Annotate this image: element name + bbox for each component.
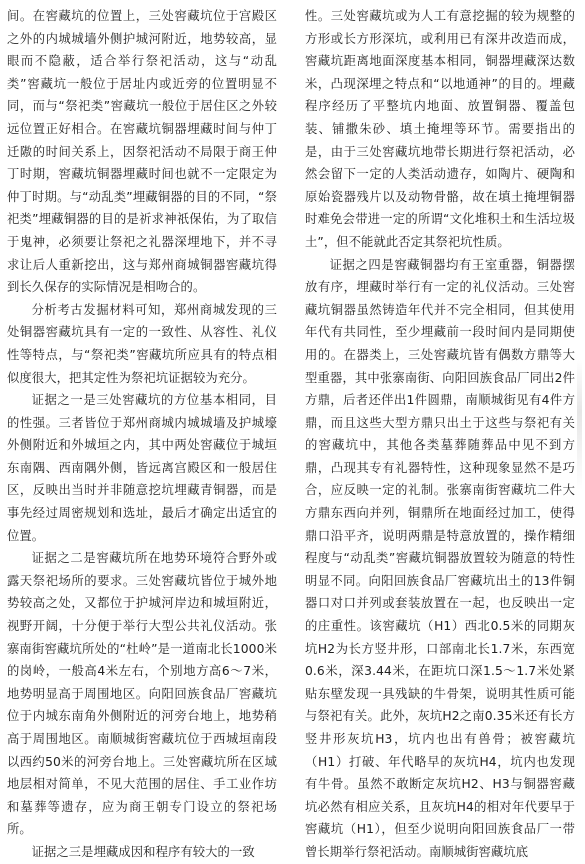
paragraph: 间。在窖藏坑的位置上，三处窖藏坑位于宫殿区之外的内城城墙外侧护城河附近，地势较高，显眼而不隐蔽，适合举行祭祀活动，这与“动乱类”窖藏坑一般位于居址内或近旁的位置明显不同，而与“祭祀类”窖藏坑一般位于居住区之外较远位置正好相合。在窖藏坑铜器埋藏时间与仲丁迁隞的时间关系上，因祭祀活动不局限于商王仲丁时期，窖藏坑铜器埋藏时间也就不一定限定为仲丁时期。与“动乱类”埋藏铜器的目的不同，“祭祀类”埋藏铜器的目的是祈求神祇保佑，为了取信于鬼神，必须要让祭祀之礼器深埋地下，并不寻求让后人重新挖出，这与郑州商城铜器窖藏坑得到长久保存的实际情况是相吻合的。 <box>7 9 277 295</box>
paragraph: 证据之二是窖藏坑所在地势环境符合野外或露天祭祀场所的要求。三处窖藏坑皆位于城外地势较高之处，又都位于护城河岸边和城垣附近，视野开阔，十分便于举行大型公共礼仪活动。张寨南街窖藏坑所处的“杜岭”是一道南北长1000米的岗岭，一般高4米左右，个别地方高6～7米，地势明显高于周围地区。向阳回族食品厂窖藏坑位于内城东南角外侧附近的河旁台地上，地势稍高于周围地区。南顺城街窖藏坑位于西城垣南段以西约50米的河旁台地上。三处窖藏坑所在区域地层相对简单，不见大范围的居住、手工业作坊和墓葬等遗存，应为商王朝专门设立的祭祀场所。 <box>7 551 277 837</box>
paragraph: 证据之三是埋藏成因和程序有较大的一致 <box>31 844 255 859</box>
paragraph: 性。三处窖藏坑或为人工有意挖掘的较为规整的方形或长方形深坑，或利用已有深井改造而成，窖藏坑距离地面深度基本相同，铜器埋藏深达数米，凸现深埋之特点和“以地通神”的目的。埋藏程序经历了平整坑内地面、放置铜器、覆盖包装、铺撒朱砂、填土掩埋等环节。需要指出的是，由于三处窖藏坑地带长期进行祭祀活动，必然会留下一定的人类活动遗存，如陶片、硬陶和原始瓷器残片以及动物骨骼，故在填土掩埋铜器时难免会带进一定的所谓“文化堆积土和生活垃圾土”，但不能就此否定其祭祀坑性质。 <box>305 9 575 249</box>
paragraph: 证据之一是三处窖藏坑的方位基本相同，目的性强。三者皆位于郑州商城内城城墙及护城壕外侧附近和外城垣之内，其中两处窖藏位于城垣东南隅、西南隅外侧，皆远离宫殿区和一般居住区，反映出当时并非随意挖坑埋藏青铜器，而是事先经过周密规划和选址，最后才确定出适宜的位置。 <box>7 393 277 543</box>
page-edge-shadow <box>577 360 582 490</box>
paragraph: 证据之四是窖藏铜器均有王室重器，铜器摆放有序，埋藏时举行有一定的礼仪活动。三处窖藏坑铜器虽然铸造年代并不完全相同，但其使用年代有共同性，至少埋藏前一段时间内是同期使用的。在器类上，三处窖藏坑皆有偶数方鼎等大型重器，其中张寨南街、向阳回族食品厂同出2件方鼎，后者还伴出1件圆鼎，南顺城街见有4件方鼎，而且这些大型方鼎只出土于这些与祭祀有关的窖藏坑中，其他各类墓葬随葬品中见不到方鼎，凸现其专有礼器特性，这种现象显然不是巧合，应反映一定的礼制。张寨南街窖藏坑二件大方鼎东西向并列，铜鼎所在地面经过加工，使得鼎口沿平齐，说明两鼎是特意放置的，操作精细程度与“动乱类”窖藏坑铜器放置较为随意的特性明显不同。向阳回族食品厂窖藏坑出土的13件铜器口对口并列或套装放置在一起，也反映出一定的庄重性。该窖藏坑（H1）西北0.5米的同期灰坑H2为长方竖井形，口部南北长1.7米，东西宽0.6米，深3.44米，在距坑口深1.5～1.7米处紧贴东壁发现一具残缺的牛骨架，说明其性质可能与祭祀有关。此外，灰坑H2之南0.35米还有长方竖井形灰坑H3，坑内也出有兽骨；被窖藏坑（H1）打破、年代略早的灰坑H4，坑内也发现有牛骨。虽然不敢断定灰坑H2、H3与铜器窖藏坑必然有相应关系，且灰坑H4的相对年代要早于窖藏坑（H1），但至少说明向阳回族食品厂一带曾长期举行祭祀活动。南顺城街窖藏坑底 <box>305 257 575 859</box>
text-column-right <box>305 5 575 864</box>
text-column-left <box>7 5 277 864</box>
paragraph: 分析考古发掘材料可知，郑州商城发现的三处铜器窖藏坑具有一定的一致性、从容性、礼仪性等特点，与“祭祀类”窖藏坑所应具有的特点相似度很大，把其定性为祭祀坑证据较为充分。 <box>7 302 277 385</box>
